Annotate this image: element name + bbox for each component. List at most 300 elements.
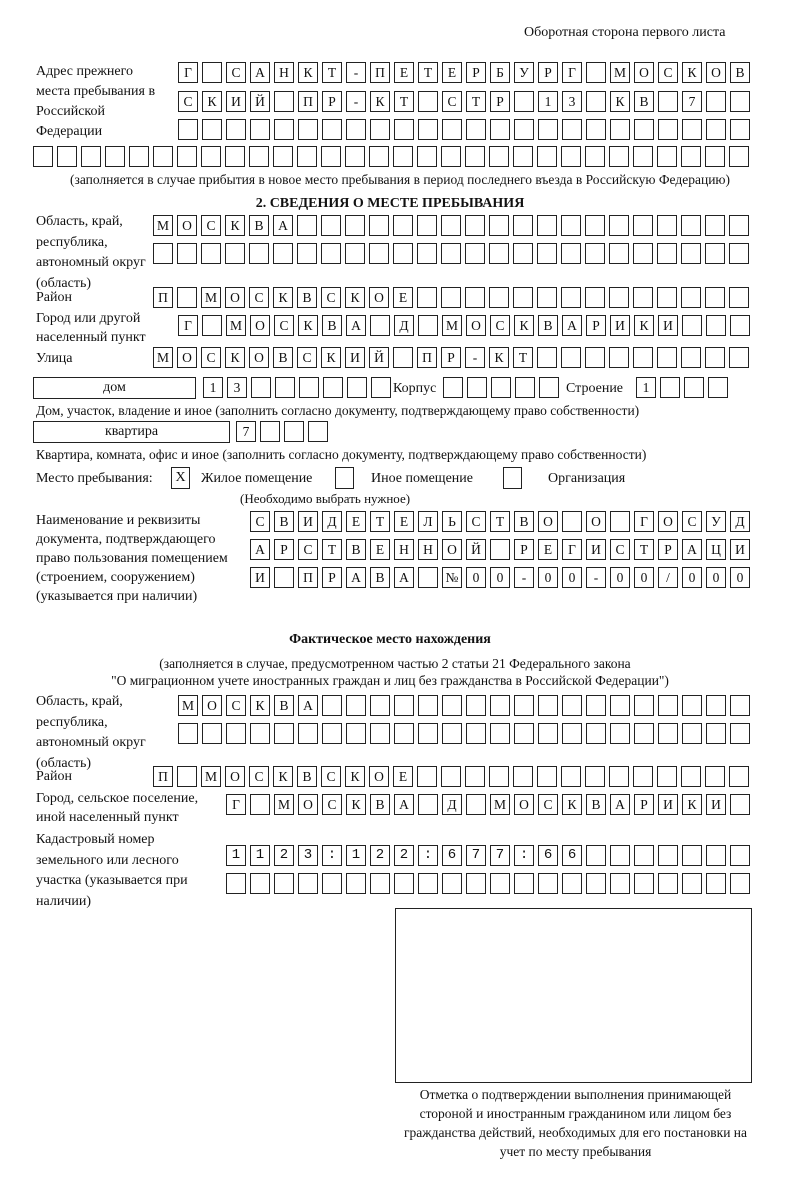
char-cell[interactable] — [418, 794, 438, 815]
char-cell[interactable] — [491, 377, 511, 398]
char-cell[interactable] — [658, 873, 678, 894]
char-cell[interactable]: Н — [394, 539, 414, 560]
char-cell[interactable]: Т — [370, 511, 390, 532]
house-number-row[interactable] — [203, 377, 395, 398]
char-cell[interactable]: О — [514, 794, 534, 815]
char-cell[interactable] — [609, 347, 629, 368]
char-cell[interactable] — [634, 723, 654, 744]
char-cell[interactable] — [225, 146, 245, 167]
char-cell[interactable]: Р — [586, 315, 606, 336]
char-cell[interactable] — [706, 845, 726, 866]
char-cell[interactable] — [323, 377, 343, 398]
char-cell[interactable] — [610, 511, 630, 532]
char-cell[interactable]: Е — [394, 62, 414, 83]
char-cell[interactable] — [730, 845, 750, 866]
char-cell[interactable] — [298, 723, 318, 744]
char-cell[interactable] — [730, 873, 750, 894]
char-cell[interactable]: С — [658, 62, 678, 83]
char-cell[interactable] — [705, 215, 725, 236]
char-cell[interactable]: С — [201, 215, 221, 236]
char-cell[interactable] — [514, 695, 534, 716]
char-cell[interactable]: О — [634, 62, 654, 83]
char-cell[interactable] — [539, 377, 559, 398]
char-cell[interactable] — [177, 243, 197, 264]
char-cell[interactable]: М — [201, 287, 221, 308]
char-cell[interactable] — [660, 377, 680, 398]
char-cell[interactable] — [514, 873, 534, 894]
document-row-2[interactable] — [250, 539, 754, 560]
char-cell[interactable] — [346, 873, 366, 894]
char-cell[interactable]: Е — [393, 766, 413, 787]
char-cell[interactable] — [658, 91, 678, 112]
char-cell[interactable] — [538, 723, 558, 744]
char-cell[interactable] — [538, 119, 558, 140]
char-cell[interactable]: Г — [226, 794, 246, 815]
char-cell[interactable]: С — [249, 766, 269, 787]
char-cell[interactable]: О — [442, 539, 462, 560]
char-cell[interactable] — [537, 766, 557, 787]
char-cell[interactable] — [369, 243, 389, 264]
char-cell[interactable]: О — [177, 347, 197, 368]
char-cell[interactable]: С — [178, 91, 198, 112]
char-cell[interactable] — [297, 215, 317, 236]
char-cell[interactable] — [321, 215, 341, 236]
char-cell[interactable]: Ц — [706, 539, 726, 560]
char-cell[interactable]: К — [346, 794, 366, 815]
char-cell[interactable]: С — [321, 287, 341, 308]
char-cell[interactable]: Е — [393, 287, 413, 308]
char-cell[interactable]: В — [634, 91, 654, 112]
char-cell[interactable]: Р — [322, 91, 342, 112]
char-cell[interactable]: В — [514, 511, 534, 532]
char-cell[interactable] — [729, 766, 749, 787]
char-cell[interactable] — [417, 243, 437, 264]
char-cell[interactable]: А — [273, 215, 293, 236]
char-cell[interactable] — [562, 723, 582, 744]
char-cell[interactable]: О — [249, 347, 269, 368]
char-cell[interactable] — [705, 146, 725, 167]
char-cell[interactable] — [393, 243, 413, 264]
char-cell[interactable]: О — [369, 766, 389, 787]
char-cell[interactable] — [682, 315, 702, 336]
char-cell[interactable] — [177, 146, 197, 167]
char-cell[interactable]: 0 — [562, 567, 582, 588]
district-row[interactable] — [153, 287, 753, 308]
char-cell[interactable]: В — [274, 511, 294, 532]
char-cell[interactable] — [275, 377, 295, 398]
char-cell[interactable] — [729, 215, 749, 236]
char-cell[interactable] — [681, 766, 701, 787]
char-cell[interactable] — [202, 315, 222, 336]
char-cell[interactable] — [706, 315, 726, 336]
char-cell[interactable]: А — [682, 539, 702, 560]
char-cell[interactable] — [226, 873, 246, 894]
char-cell[interactable]: С — [226, 62, 246, 83]
char-cell[interactable]: Н — [274, 62, 294, 83]
char-cell[interactable] — [538, 695, 558, 716]
char-cell[interactable]: Й — [250, 91, 270, 112]
char-cell[interactable]: М — [490, 794, 510, 815]
street-row[interactable] — [153, 347, 753, 368]
char-cell[interactable] — [369, 215, 389, 236]
actual-region-row-2[interactable] — [178, 723, 754, 744]
char-cell[interactable] — [729, 287, 749, 308]
char-cell[interactable]: Н — [418, 539, 438, 560]
char-cell[interactable] — [153, 146, 173, 167]
cadastral-row-2[interactable] — [226, 873, 754, 894]
char-cell[interactable] — [441, 146, 461, 167]
char-cell[interactable]: В — [370, 567, 390, 588]
char-cell[interactable] — [586, 723, 606, 744]
building-row[interactable] — [636, 377, 732, 398]
char-cell[interactable]: Р — [441, 347, 461, 368]
char-cell[interactable] — [274, 91, 294, 112]
char-cell[interactable] — [394, 873, 414, 894]
char-cell[interactable] — [585, 766, 605, 787]
char-cell[interactable] — [537, 347, 557, 368]
prev-address-row-3[interactable] — [178, 119, 754, 140]
char-cell[interactable]: - — [514, 567, 534, 588]
char-cell[interactable]: К — [225, 347, 245, 368]
char-cell[interactable] — [562, 119, 582, 140]
char-cell[interactable] — [346, 119, 366, 140]
char-cell[interactable] — [417, 146, 437, 167]
prev-address-row-2[interactable] — [178, 91, 754, 112]
char-cell[interactable] — [273, 146, 293, 167]
char-cell[interactable]: О — [369, 287, 389, 308]
char-cell[interactable]: В — [538, 315, 558, 336]
char-cell[interactable] — [681, 287, 701, 308]
char-cell[interactable]: 0 — [610, 567, 630, 588]
char-cell[interactable] — [418, 723, 438, 744]
char-cell[interactable]: О — [177, 215, 197, 236]
char-cell[interactable] — [153, 243, 173, 264]
char-cell[interactable]: Е — [346, 511, 366, 532]
char-cell[interactable]: Е — [394, 511, 414, 532]
char-cell[interactable]: Т — [490, 511, 510, 532]
char-cell[interactable]: Б — [490, 62, 510, 83]
char-cell[interactable] — [443, 377, 463, 398]
char-cell[interactable] — [633, 287, 653, 308]
char-cell[interactable] — [585, 287, 605, 308]
char-cell[interactable]: О — [586, 511, 606, 532]
char-cell[interactable] — [682, 119, 702, 140]
char-cell[interactable]: 0 — [466, 567, 486, 588]
char-cell[interactable] — [561, 287, 581, 308]
char-cell[interactable] — [394, 723, 414, 744]
char-cell[interactable]: И — [298, 511, 318, 532]
char-cell[interactable] — [657, 766, 677, 787]
char-cell[interactable]: В — [346, 539, 366, 560]
char-cell[interactable]: И — [658, 315, 678, 336]
char-cell[interactable] — [418, 873, 438, 894]
char-cell[interactable] — [705, 243, 725, 264]
char-cell[interactable]: С — [298, 539, 318, 560]
char-cell[interactable] — [609, 243, 629, 264]
char-cell[interactable]: С — [250, 511, 270, 532]
char-cell[interactable] — [274, 119, 294, 140]
char-cell[interactable] — [515, 377, 535, 398]
char-cell[interactable] — [225, 243, 245, 264]
char-cell[interactable]: К — [345, 287, 365, 308]
char-cell[interactable] — [585, 215, 605, 236]
char-cell[interactable] — [657, 287, 677, 308]
char-cell[interactable]: К — [634, 315, 654, 336]
char-cell[interactable] — [561, 243, 581, 264]
char-cell[interactable] — [586, 695, 606, 716]
char-cell[interactable]: А — [250, 539, 270, 560]
char-cell[interactable]: А — [346, 315, 366, 336]
char-cell[interactable] — [586, 873, 606, 894]
char-cell[interactable] — [418, 315, 438, 336]
char-cell[interactable] — [681, 347, 701, 368]
char-cell[interactable]: Ь — [442, 511, 462, 532]
char-cell[interactable] — [706, 91, 726, 112]
char-cell[interactable]: В — [273, 347, 293, 368]
char-cell[interactable] — [684, 377, 704, 398]
char-cell[interactable]: У — [514, 62, 534, 83]
char-cell[interactable] — [249, 146, 269, 167]
char-cell[interactable]: К — [225, 215, 245, 236]
char-cell[interactable] — [465, 146, 485, 167]
char-cell[interactable] — [729, 146, 749, 167]
document-row-1[interactable] — [250, 511, 754, 532]
char-cell[interactable]: С — [682, 511, 702, 532]
char-cell[interactable] — [465, 287, 485, 308]
char-cell[interactable] — [465, 243, 485, 264]
char-cell[interactable] — [682, 873, 702, 894]
char-cell[interactable] — [513, 287, 533, 308]
char-cell[interactable]: И — [706, 794, 726, 815]
char-cell[interactable]: И — [226, 91, 246, 112]
char-cell[interactable] — [418, 91, 438, 112]
char-cell[interactable] — [442, 873, 462, 894]
char-cell[interactable] — [658, 695, 678, 716]
char-cell[interactable] — [706, 119, 726, 140]
char-cell[interactable]: М — [153, 215, 173, 236]
char-cell[interactable] — [705, 287, 725, 308]
char-cell[interactable] — [633, 766, 653, 787]
char-cell[interactable] — [442, 695, 462, 716]
char-cell[interactable]: - — [346, 91, 366, 112]
char-cell[interactable] — [441, 215, 461, 236]
char-cell[interactable]: Р — [538, 62, 558, 83]
char-cell[interactable] — [586, 91, 606, 112]
char-cell[interactable] — [585, 347, 605, 368]
char-cell[interactable] — [251, 377, 271, 398]
char-cell[interactable]: Г — [562, 539, 582, 560]
char-cell[interactable] — [57, 146, 77, 167]
char-cell[interactable] — [345, 146, 365, 167]
char-cell[interactable]: Р — [514, 539, 534, 560]
char-cell[interactable] — [393, 347, 413, 368]
char-cell[interactable] — [298, 873, 318, 894]
char-cell[interactable] — [466, 794, 486, 815]
char-cell[interactable] — [322, 723, 342, 744]
char-cell[interactable]: М — [442, 315, 462, 336]
char-cell[interactable]: П — [153, 766, 173, 787]
char-cell[interactable] — [249, 243, 269, 264]
char-cell[interactable]: 7 — [236, 421, 256, 442]
char-cell[interactable]: К — [682, 62, 702, 83]
char-cell[interactable] — [250, 873, 270, 894]
char-cell[interactable]: К — [345, 766, 365, 787]
char-cell[interactable] — [81, 146, 101, 167]
char-cell[interactable]: К — [514, 315, 534, 336]
char-cell[interactable]: М — [226, 315, 246, 336]
char-cell[interactable] — [441, 766, 461, 787]
char-cell[interactable] — [657, 243, 677, 264]
char-cell[interactable]: К — [202, 91, 222, 112]
char-cell[interactable] — [322, 873, 342, 894]
cadastral-number-value[interactable]: 1123:122:677:66 — [231, 847, 592, 863]
char-cell[interactable] — [610, 723, 630, 744]
char-cell[interactable] — [489, 146, 509, 167]
char-cell[interactable]: С — [297, 347, 317, 368]
char-cell[interactable] — [705, 347, 725, 368]
char-cell[interactable] — [610, 695, 630, 716]
char-cell[interactable] — [513, 146, 533, 167]
char-cell[interactable]: 3 — [562, 91, 582, 112]
char-cell[interactable] — [681, 243, 701, 264]
char-cell[interactable] — [633, 215, 653, 236]
char-cell[interactable] — [442, 723, 462, 744]
char-cell[interactable]: Д — [322, 511, 342, 532]
char-cell[interactable]: К — [562, 794, 582, 815]
house-type-field[interactable]: дом — [33, 377, 196, 399]
char-cell[interactable]: О — [298, 794, 318, 815]
char-cell[interactable]: И — [658, 794, 678, 815]
char-cell[interactable]: М — [153, 347, 173, 368]
char-cell[interactable]: П — [298, 567, 318, 588]
char-cell[interactable] — [634, 873, 654, 894]
char-cell[interactable] — [562, 511, 582, 532]
char-cell[interactable]: Л — [418, 511, 438, 532]
char-cell[interactable] — [490, 539, 510, 560]
char-cell[interactable] — [610, 873, 630, 894]
char-cell[interactable]: Т — [418, 62, 438, 83]
char-cell[interactable] — [370, 119, 390, 140]
char-cell[interactable] — [274, 873, 294, 894]
char-cell[interactable]: Й — [369, 347, 389, 368]
char-cell[interactable] — [201, 243, 221, 264]
char-cell[interactable]: И — [730, 539, 750, 560]
char-cell[interactable]: Р — [634, 794, 654, 815]
char-cell[interactable] — [466, 695, 486, 716]
char-cell[interactable] — [467, 377, 487, 398]
char-cell[interactable] — [369, 146, 389, 167]
char-cell[interactable] — [322, 695, 342, 716]
char-cell[interactable]: - — [346, 62, 366, 83]
char-cell[interactable] — [417, 215, 437, 236]
char-cell[interactable] — [297, 243, 317, 264]
char-cell[interactable] — [706, 873, 726, 894]
char-cell[interactable] — [634, 695, 654, 716]
char-cell[interactable] — [370, 723, 390, 744]
char-cell[interactable] — [610, 845, 630, 866]
char-cell[interactable]: А — [610, 794, 630, 815]
char-cell[interactable]: П — [370, 62, 390, 83]
char-cell[interactable] — [177, 287, 197, 308]
char-cell[interactable] — [730, 794, 750, 815]
char-cell[interactable]: 1 — [203, 377, 223, 398]
char-cell[interactable]: Е — [370, 539, 390, 560]
char-cell[interactable] — [682, 695, 702, 716]
char-cell[interactable]: С — [610, 539, 630, 560]
char-cell[interactable] — [561, 766, 581, 787]
char-cell[interactable] — [202, 723, 222, 744]
char-cell[interactable] — [514, 91, 534, 112]
char-cell[interactable]: П — [153, 287, 173, 308]
char-cell[interactable] — [586, 119, 606, 140]
char-cell[interactable]: П — [298, 91, 318, 112]
char-cell[interactable] — [537, 243, 557, 264]
char-cell[interactable]: П — [417, 347, 437, 368]
char-cell[interactable] — [321, 146, 341, 167]
char-cell[interactable]: К — [682, 794, 702, 815]
char-cell[interactable] — [177, 766, 197, 787]
char-cell[interactable]: И — [250, 567, 270, 588]
char-cell[interactable]: М — [201, 766, 221, 787]
char-cell[interactable] — [273, 243, 293, 264]
char-cell[interactable]: 1 — [538, 91, 558, 112]
char-cell[interactable] — [562, 695, 582, 716]
char-cell[interactable] — [370, 315, 390, 336]
char-cell[interactable]: К — [610, 91, 630, 112]
char-cell[interactable]: С — [490, 315, 510, 336]
char-cell[interactable]: В — [274, 695, 294, 716]
char-cell[interactable]: № — [442, 567, 462, 588]
char-cell[interactable]: - — [465, 347, 485, 368]
char-cell[interactable] — [466, 873, 486, 894]
char-cell[interactable]: В — [297, 287, 317, 308]
char-cell[interactable] — [633, 347, 653, 368]
char-cell[interactable] — [561, 215, 581, 236]
char-cell[interactable]: Г — [634, 511, 654, 532]
char-cell[interactable]: К — [273, 766, 293, 787]
char-cell[interactable]: С — [322, 794, 342, 815]
char-cell[interactable] — [466, 119, 486, 140]
char-cell[interactable]: Д — [394, 315, 414, 336]
char-cell[interactable] — [417, 766, 437, 787]
char-cell[interactable] — [586, 62, 606, 83]
char-cell[interactable] — [708, 377, 728, 398]
char-cell[interactable] — [514, 119, 534, 140]
char-cell[interactable] — [730, 119, 750, 140]
char-cell[interactable]: А — [298, 695, 318, 716]
char-cell[interactable]: К — [273, 287, 293, 308]
char-cell[interactable] — [202, 62, 222, 83]
char-cell[interactable] — [33, 146, 53, 167]
char-cell[interactable]: О — [225, 287, 245, 308]
char-cell[interactable] — [490, 119, 510, 140]
actual-district-row[interactable] — [153, 766, 753, 787]
char-cell[interactable]: 0 — [634, 567, 654, 588]
char-cell[interactable]: О — [658, 511, 678, 532]
char-cell[interactable]: М — [610, 62, 630, 83]
char-cell[interactable] — [274, 567, 294, 588]
char-cell[interactable]: 0 — [490, 567, 510, 588]
char-cell[interactable]: С — [466, 511, 486, 532]
char-cell[interactable]: В — [322, 315, 342, 336]
char-cell[interactable] — [610, 119, 630, 140]
char-cell[interactable]: О — [202, 695, 222, 716]
char-cell[interactable] — [347, 377, 367, 398]
char-cell[interactable]: Т — [513, 347, 533, 368]
char-cell[interactable]: Р — [490, 91, 510, 112]
char-cell[interactable]: Д — [442, 794, 462, 815]
char-cell[interactable]: С — [321, 766, 341, 787]
